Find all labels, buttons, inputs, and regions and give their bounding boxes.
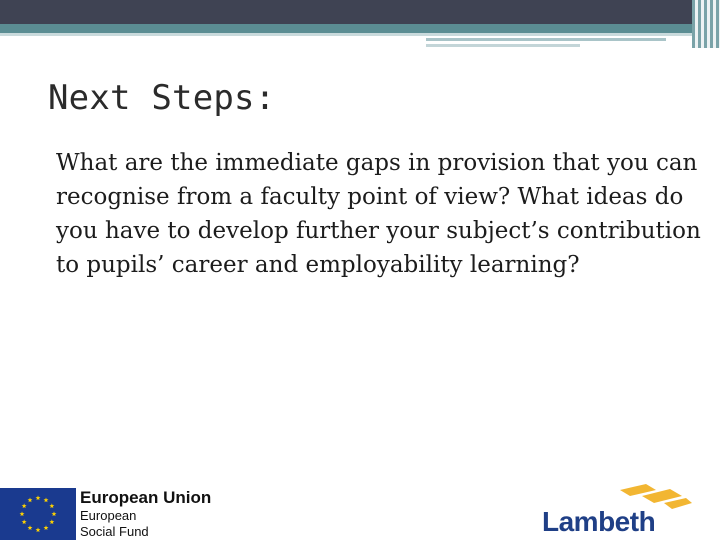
eu-flag-icon <box>0 488 76 540</box>
eu-star <box>52 511 57 516</box>
lambeth-logo <box>542 482 692 540</box>
eu-star <box>36 495 41 500</box>
eu-star <box>28 498 33 503</box>
eu-star <box>28 525 33 530</box>
eu-line-1: European <box>80 508 137 523</box>
slide-body-text: What are the immediate gaps in provision that you can recognise from a faculty point of view? What ideas do you have to develop further your subject’s contribution to pupils’ career and employability learning? <box>56 150 701 278</box>
eu-star <box>44 498 49 503</box>
slide-title: Next Steps: <box>48 78 276 118</box>
top-line-thin <box>0 33 720 36</box>
lambeth-wordmark: Lambeth <box>542 506 656 537</box>
top-accent-line <box>426 38 666 41</box>
top-bar-dark <box>0 0 720 24</box>
eu-line-2: Social Fund <box>80 524 149 539</box>
eu-title: European Union <box>80 488 212 507</box>
top-accent-line-short <box>426 44 580 47</box>
eu-star <box>44 525 49 530</box>
top-bar-teal <box>0 24 720 33</box>
corner-stripes <box>692 0 720 48</box>
eu-star <box>20 511 25 516</box>
eu-star <box>49 503 54 508</box>
eu-logo-text <box>80 488 211 540</box>
eu-star <box>36 527 41 532</box>
eu-star <box>22 519 27 524</box>
eu-star <box>22 503 27 508</box>
eu-star <box>49 519 54 524</box>
